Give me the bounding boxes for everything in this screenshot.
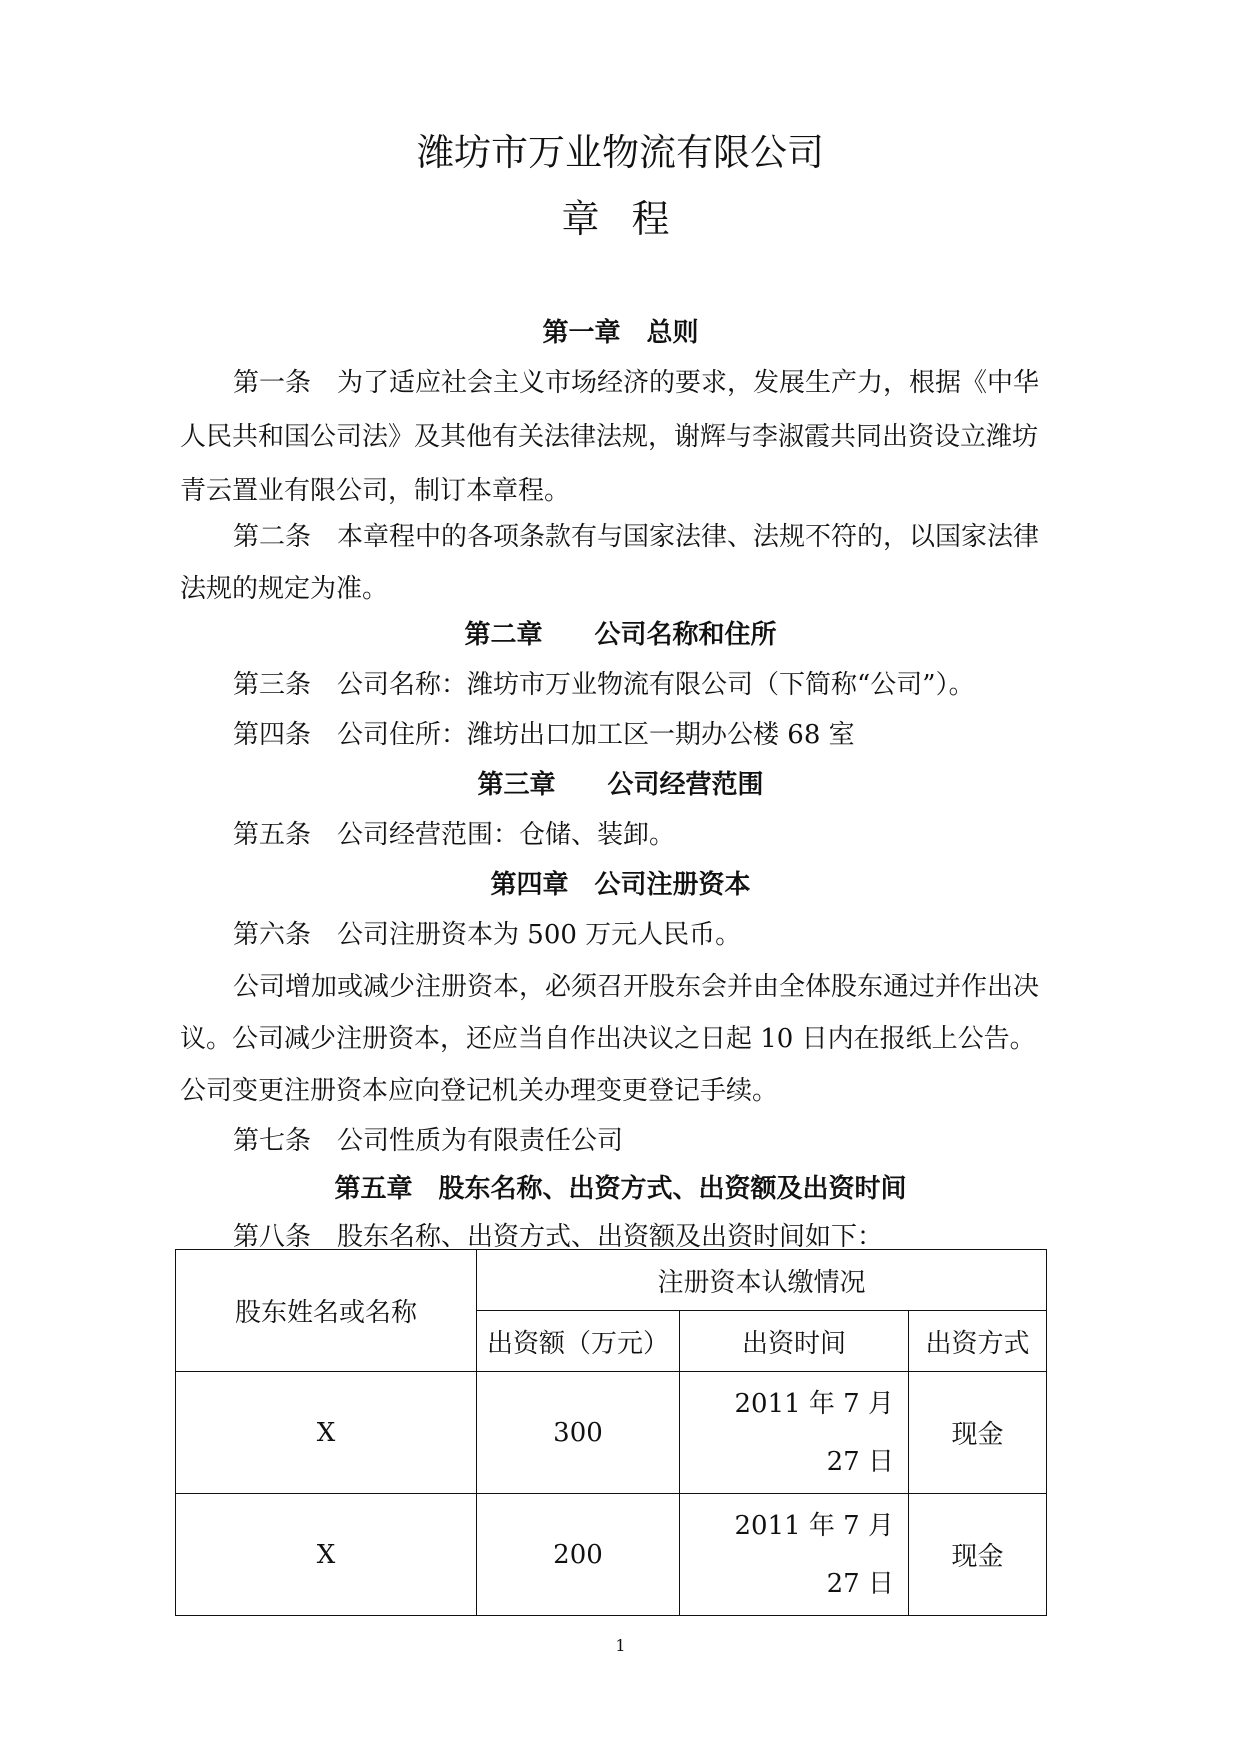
article-3-line xyxy=(233,664,975,701)
article-5-text: 公司经营范围：仓储、装卸。 xyxy=(337,820,676,850)
article-1-line-1 xyxy=(233,362,1039,399)
article-7-label: 第七条 xyxy=(233,1126,312,1156)
article-5-label: 第五条 xyxy=(233,820,312,850)
article-8-text: 股东名称、出资方式、出资额及出资时间如下： xyxy=(337,1222,884,1252)
article-2-label: 第二条 xyxy=(233,522,312,552)
article-6-text: 公司注册资本为 500 万元人民币。 xyxy=(337,920,742,950)
article-7-text: 公司性质为有限责任公司 xyxy=(337,1126,624,1156)
header-shareholder-name: 股东姓名或名称 xyxy=(176,1250,477,1372)
cell-time: 2011 年 7 月 27 日 xyxy=(680,1494,909,1616)
table-header-row-1 xyxy=(176,1250,1047,1311)
chapter-3-heading: 第三章 公司经营范围 xyxy=(477,770,764,800)
header-method: 出资方式 xyxy=(909,1311,1047,1372)
article-1-line-3: 青云置业有限公司，制订本章程。 xyxy=(180,476,571,506)
article-1-line-2: 人民共和国公司法》及其他有关法律法规，谢辉与李淑霞共同出资设立潍坊 xyxy=(180,422,1039,452)
cell-amount: 200 xyxy=(477,1494,680,1616)
article-4-line xyxy=(233,714,855,751)
table-row xyxy=(176,1372,1047,1494)
article-2-line-1 xyxy=(233,516,1039,553)
article-6-line xyxy=(233,914,741,951)
capital-change-line-3: 公司变更注册资本应向登记机关办理变更登记手续。 xyxy=(180,1076,779,1106)
header-capital-subscription: 注册资本认缴情况 xyxy=(477,1250,1047,1311)
article-2-line-2: 法规的规定为准。 xyxy=(180,574,389,604)
chapter-5-heading: 第五章 股东名称、出资方式、出资额及出资时间 xyxy=(334,1174,907,1204)
cell-time: 2011 年 7 月 27 日 xyxy=(680,1372,909,1494)
article-6-label: 第六条 xyxy=(233,920,312,950)
page-number: 1 xyxy=(615,1636,626,1655)
cell-method: 现金 xyxy=(909,1372,1047,1494)
article-3-text: 公司名称：潍坊市万业物流有限公司（下简称“公司”）。 xyxy=(337,670,975,700)
header-time: 出资时间 xyxy=(680,1311,909,1372)
table-row xyxy=(176,1494,1047,1616)
article-5-line xyxy=(233,814,675,851)
chapter-2-heading: 第二章 公司名称和住所 xyxy=(464,620,777,650)
document-type-title: 章 程 xyxy=(561,197,680,241)
cell-amount: 300 xyxy=(477,1372,680,1494)
article-2-text-1: 本章程中的各项条款有与国家法律、法规不符的，以国家法律 xyxy=(337,522,1040,552)
cell-method: 现金 xyxy=(909,1494,1047,1616)
chapter-1-heading: 第一章 总则 xyxy=(542,318,699,348)
article-1-text-1: 为了适应社会主义市场经济的要求，发展生产力，根据《中华 xyxy=(337,368,1040,398)
capital-change-line-2: 议。公司减少注册资本，还应当自作出决议之日起 10 日内在报纸上公告。 xyxy=(180,1024,1036,1054)
capital-contribution-table xyxy=(175,1249,1047,1616)
cell-name: X xyxy=(176,1494,477,1616)
article-8-label: 第八条 xyxy=(233,1222,312,1252)
company-title: 潍坊市万业物流有限公司 xyxy=(417,131,824,174)
article-1-label: 第一条 xyxy=(233,368,312,398)
cell-name: X xyxy=(176,1372,477,1494)
capital-change-line-1: 公司增加或减少注册资本，必须召开股东会并由全体股东通过并作出决 xyxy=(233,972,1040,1002)
article-8-line xyxy=(233,1216,883,1253)
article-4-label: 第四条 xyxy=(233,720,312,750)
header-amount: 出资额（万元） xyxy=(477,1311,680,1372)
article-4-text: 公司住所：潍坊出口加工区一期办公楼 68 室 xyxy=(337,720,855,750)
article-7-line xyxy=(233,1120,623,1157)
article-3-label: 第三条 xyxy=(233,670,312,700)
chapter-4-heading: 第四章 公司注册资本 xyxy=(490,870,751,900)
